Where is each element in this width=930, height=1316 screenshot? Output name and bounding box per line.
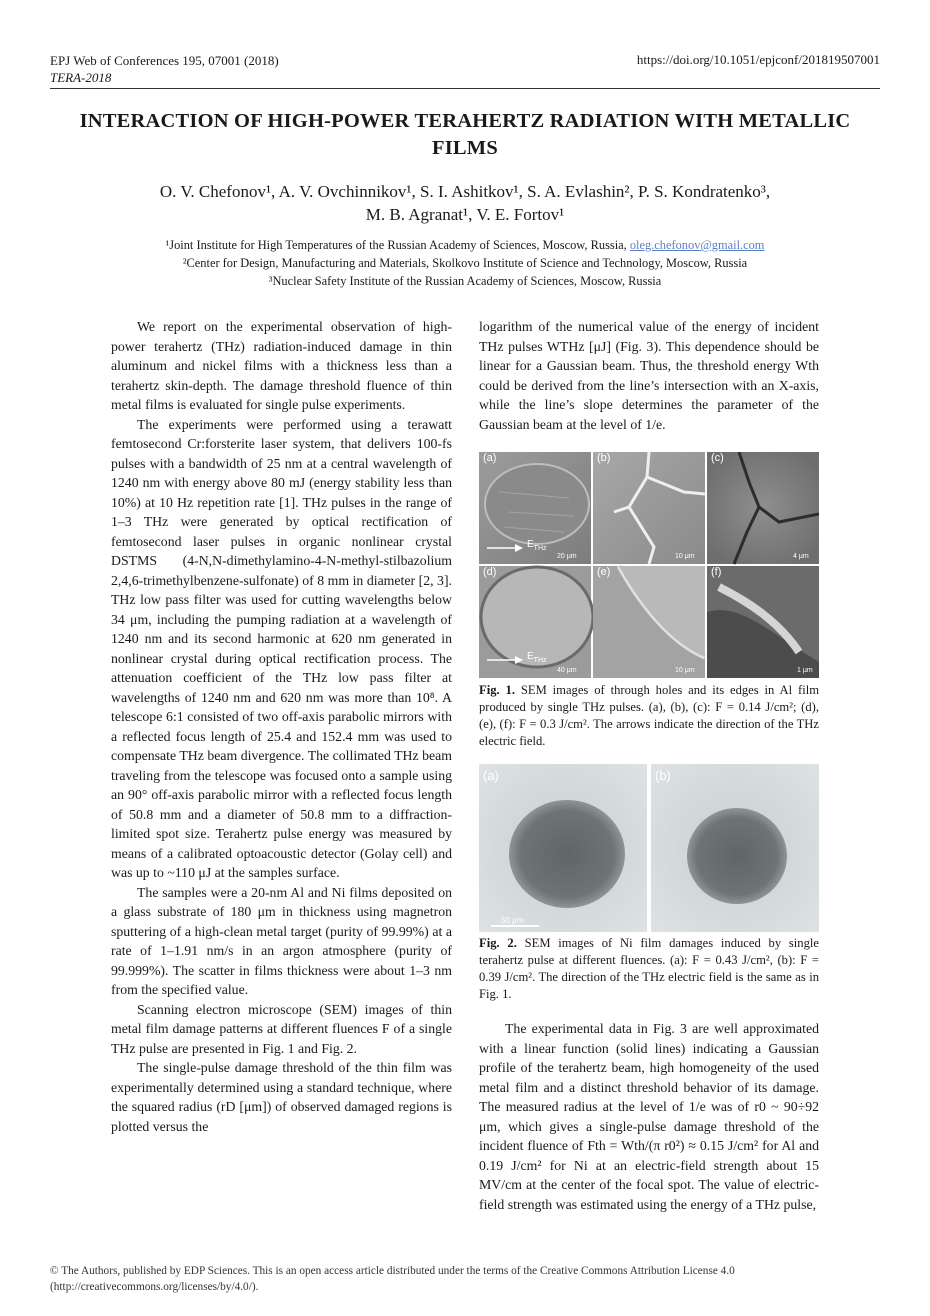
fig1-caption-text: SEM images of through holes and its edges in Al film produced by single THz pulses. (a), (b), (c): F = 0.14 J/cm²; (d), (e), (f): F = 0.3 J/cm². The arrows indicate the direction of the THz electric field.: [479, 683, 819, 748]
fig2-scale: 50 μm: [501, 916, 524, 925]
fig2-caption-label: Fig. 2.: [479, 936, 517, 950]
fig1-label-c: (c): [711, 452, 724, 464]
figure-1-caption: [479, 682, 819, 750]
paragraph-samples: The samples were a 20-nm Al and Ni films deposited on a glass substrate of 180 μm in thickness using magnetron sputtering of a high-clean metal target (purity of 99.99%) at a rate of 1–1.91 nm/s in an argon atmosphere (purity of 99.999%). The scatter in films thickness were about 1–3 nm from the specified value.: [111, 884, 452, 997]
paragraph-experimental-data: The experimental data in Fig. 3 are well approximated with a linear function (solid lines) indicating a Gaussian profile of the terahertz beam, high homogeneity of the used metal film and a distinct threshold behavior of its damage. The measured radius at the level of 1/e was of r0 ~ 90÷92 μm, which gives a single-pulse damage threshold of the incident fluence of Fth = Wth/(π r0²) ≈ 0.15 J/cm² for Al and 0.19 J/cm² for Ni at an electric-field strength about 15 MV/cm at the center of the focal spot. The value of electric-field strength was estimated using the energy of a THz pulse,: [479, 1021, 819, 1212]
license-footer: [50, 1263, 880, 1295]
fig1-label-a: (a): [483, 452, 497, 464]
paragraph-threshold: The single-pulse damage threshold of the thin film was experimentally determined using a standard technique, where the squared radius (rD [μm]) of observed damaged regions is plotted versus the: [111, 1060, 452, 1134]
efield-subscript: THz: [533, 545, 547, 552]
figure-1: [479, 452, 819, 678]
affiliations: [60, 236, 870, 290]
conference-name: TERA-2018: [50, 70, 112, 85]
efield-symbol: E: [527, 539, 534, 550]
fig1-label-d: (d): [483, 566, 497, 578]
figure-2: [479, 764, 819, 932]
fig2-label-a: (a): [483, 768, 499, 783]
paragraph-logarithm: logarithm of the numerical value of the energy of incident THz pulses WTHz [μJ] (Fig. 3). This dependence should be linear for a Gaussian beam. Thus, the threshold energy Wth could be derived from the line’s intersection with an X-axis, while the line’s slope determines the parameter of the Gaussian beam at the level of 1/e.: [479, 319, 819, 432]
efield-subscript: THz: [533, 657, 547, 664]
figure-1-image: [479, 452, 819, 678]
doi-link[interactable]: https://doi.org/10.1051/epjconf/201819507001: [636, 52, 880, 67]
figure-2-caption: [479, 935, 819, 1003]
affiliation-2: ²Center for Design, Manufacturing and Materials, Skolkovo Institute of Science and Technology, Moscow, Russia: [182, 256, 748, 270]
affiliation-1: [60, 236, 870, 254]
email-link[interactable]: oleg.chefonov@gmail.com: [629, 238, 765, 252]
fig1-scale-e: 10 μm: [675, 667, 695, 674]
affiliation-1-text: ¹Joint Institute for High Temperatures of the Russian Academy of Sciences, Moscow, Russia,: [165, 238, 627, 252]
fig1-scale-f: 1 μm: [797, 667, 813, 674]
fig1-efield-d: [527, 651, 547, 662]
right-column-bottom: [479, 1019, 819, 1214]
left-column: [111, 317, 452, 1136]
running-header: [50, 52, 279, 86]
fig1-scale-b: 10 μm: [675, 553, 695, 560]
affiliation-3: ³Nuclear Safety Institute of the Russian Academy of Sciences, Moscow, Russia: [268, 274, 662, 288]
efield-symbol: E: [527, 651, 534, 662]
figure-2-image: [479, 764, 819, 932]
fig1-caption-label: Fig. 1.: [479, 683, 515, 697]
paragraph-abstract: We report on the experimental observation of high-power terahertz (THz) radiation-induced damage in thin aluminum and nickel films with a thickness less than a terahertz skin-depth. The damage threshold fluence of thin metal films is evaluated for single pulse experiments.: [111, 319, 452, 412]
fig1-scale-c: 4 μm: [793, 553, 809, 560]
header-rule: [50, 88, 880, 89]
fig2-caption-text: SEM images of Ni film damages induced by single terahertz pulse at different fluences. (a): F = 0.43 J/cm², (b): F = 0.39 J/cm². The direction of the THz electric field is the same as in Fig. 1.: [479, 936, 819, 1001]
fig1-scale-d: 40 μm: [557, 667, 577, 674]
journal-ref: EPJ Web of Conferences 195, 07001 (2018): [50, 53, 279, 68]
right-column-top: [479, 317, 819, 434]
footer-line-2[interactable]: (http://creativecommons.org/licenses/by/4.0/).: [50, 1281, 259, 1293]
paragraph-experiments: The experiments were performed using a terawatt femtosecond Cr:forsterite laser system, that delivers 100-fs pulses with a bandwidth of 25 nm at a central wavelength of 1240 nm with energy above 80 mJ (energy stability less than 10%) at 10 Hz repetition rate [1]. THz pulses in the range of 1–3 THz were generated by optical rectification of femtosecond laser pulses in organic nonlinear crystal DSTMS (4-N,N-dimethylamino-4-N-methyl-stilbazolium 2,4,6-trimethylbenzene-sulfonate) of 8 mm in diameter [2, 3]. THz low pass filter was used for cutting wavelengths below 34 μm, including the pumping radiation at a wavelength of 1240 nm and its second harmonic at 620 nm generated in nonlinear crystal during optical rectification process. The attenuation coefficient of the THz low pass filter at wavelengths of 1240 nm and 620 nm was more than 10⁸. A telescope 6:1 consisted of two off-axis parabolic mirrors with a reflected focus length of 25.4 and 152.4 mm was used to compensate THz beam divergence. The collimated THz beam traveling from the telescope was focused onto a sample using an 90° off-axis parabolic mirror with a reflected focus length of 50.8 mm and a diameter of 50.8 mm to a diffraction-limited spot size. Terahertz pulse energy was measured by means of a calibrated optoacoustic detector (Golay cell) and was up to ~110 μJ at the samples surface.: [111, 416, 452, 880]
fig1-efield-a: [527, 539, 547, 550]
fig1-scale-a: 20 μm: [557, 553, 577, 560]
fig1-label-f: (f): [711, 566, 722, 578]
fig2-label-b: (b): [655, 768, 671, 783]
author-list: [60, 180, 870, 226]
authors-line-1: O. V. Chefonov¹, A. V. Ovchinnikov¹, S. I. Ashitkov¹, S. A. Evlashin², P. S. Kondratenko³,: [159, 182, 771, 201]
paper-title: INTERACTION OF HIGH-POWER TERAHERTZ RADIATION WITH METALLIC FILMS: [79, 110, 851, 159]
paragraph-sem: Scanning electron microscope (SEM) images of thin metal film damage patterns at different fluences F of a single THz pulse are presented in Fig. 1 and Fig. 2.: [111, 1001, 452, 1056]
fig1-label-e: (e): [597, 566, 611, 578]
authors-line-2: M. B. Agranat¹, V. E. Fortov¹: [365, 205, 565, 224]
footer-line-1: © The Authors, published by EDP Sciences. This is an open access article distributed under the terms of the Creative Commons Attribution License 4.0: [50, 1265, 735, 1277]
fig1-label-b: (b): [597, 452, 611, 464]
